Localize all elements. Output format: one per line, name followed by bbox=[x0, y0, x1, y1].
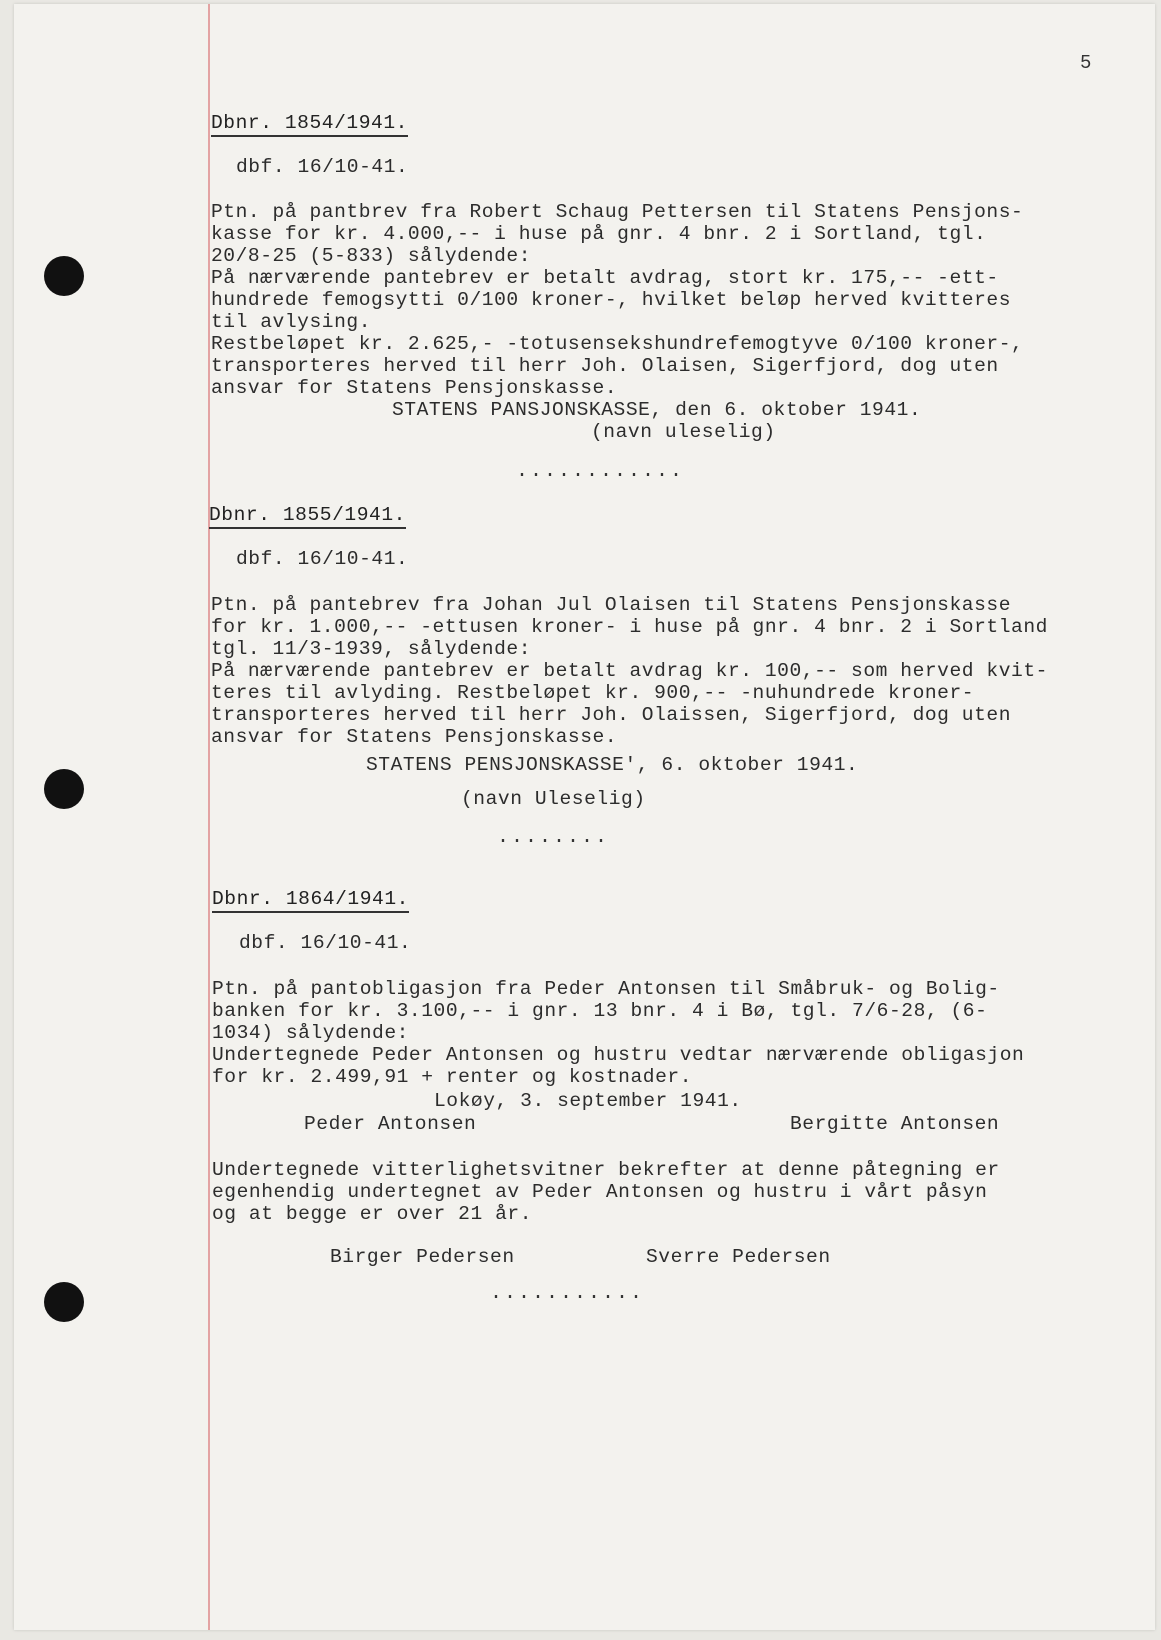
entry-dbf: dbf. 16/10-41. bbox=[236, 156, 409, 178]
punch-hole bbox=[44, 769, 84, 809]
entry-heading: Dbnr. 1864/1941. bbox=[212, 888, 409, 913]
separator: ........... bbox=[490, 1282, 645, 1305]
text-line: ansvar for Statens Pensjonskasse. bbox=[211, 726, 618, 748]
signature-line: STATENS PENSJONSKASSE', 6. oktober 1941. bbox=[366, 754, 859, 776]
entry-heading: Dbnr. 1854/1941. bbox=[211, 112, 408, 137]
margin-line bbox=[208, 4, 210, 1630]
signer-name: Bergitte Antonsen bbox=[790, 1113, 1000, 1135]
witness-name: Sverre Pedersen bbox=[646, 1246, 831, 1268]
text-line: På nærværende pantebrev er betalt avdrag kr. 100,-- som herved kvit- bbox=[211, 660, 1048, 682]
entry-dbf: dbf. 16/10-41. bbox=[236, 548, 409, 570]
entry-dbf: dbf. 16/10-41. bbox=[239, 932, 412, 954]
text-line: egenhendig undertegnet av Peder Antonsen og hustru i vårt påsyn bbox=[212, 1181, 988, 1203]
text-line: banken for kr. 3.100,-- i gnr. 13 bnr. 4 i Bø, tgl. 7/6-28, (6- bbox=[212, 1000, 988, 1022]
text-line: til avlysing. bbox=[211, 311, 372, 333]
signer-name: Peder Antonsen bbox=[304, 1113, 477, 1135]
text-line: Ptn. på pantbrev fra Robert Schaug Pettersen til Statens Pensjons- bbox=[211, 201, 1024, 223]
place-date: Lokøy, 3. september 1941. bbox=[434, 1090, 742, 1112]
separator: ........ bbox=[497, 826, 610, 849]
text-line: 20/8-25 (5-833) sålydende: bbox=[211, 245, 532, 267]
text-line: På nærværende pantebrev er betalt avdrag, stort kr. 175,-- -ett- bbox=[211, 267, 999, 289]
text-line: for kr. 2.499,91 + renter og kostnader. bbox=[212, 1066, 693, 1088]
text-line: ansvar for Statens Pensjonskasse. bbox=[211, 377, 618, 399]
punch-hole bbox=[44, 1282, 84, 1322]
signature-note: (navn uleselig) bbox=[591, 421, 776, 443]
text-line: og at begge er over 21 år. bbox=[212, 1203, 533, 1225]
separator: ............ bbox=[516, 460, 685, 483]
text-line: kasse for kr. 4.000,-- i huse på gnr. 4 bnr. 2 i Sortland, tgl. bbox=[211, 223, 987, 245]
text-line: for kr. 1.000,-- -ettusen kroner- i huse på gnr. 4 bnr. 2 i Sortland bbox=[211, 616, 1048, 638]
text-line: Ptn. på pantobligasjon fra Peder Antonsen til Småbruk- og Bolig- bbox=[212, 978, 1000, 1000]
text-line: tgl. 11/3-1939, sålydende: bbox=[211, 638, 532, 660]
text-line: transporteres herved til herr Joh. Olaisen, Sigerfjord, dog uten bbox=[211, 355, 999, 377]
text-line: Undertegnede vitterlighetsvitner bekrefter at denne påtegning er bbox=[212, 1159, 1000, 1181]
text-line: Ptn. på pantebrev fra Johan Jul Olaisen til Statens Pensjonskasse bbox=[211, 594, 1012, 616]
text-line: teres til avlyding. Restbeløpet kr. 900,-- -nuhundrede kroner- bbox=[211, 682, 975, 704]
text-line: hundrede femogsytti 0/100 kroner-, hvilket beløp herved kvitteres bbox=[211, 289, 1012, 311]
text-line: Undertegnede Peder Antonsen og hustru vedtar nærværende obligasjon bbox=[212, 1044, 1025, 1066]
witness-name: Birger Pedersen bbox=[330, 1246, 515, 1268]
document-page bbox=[14, 4, 1155, 1630]
text-line: transporteres herved til herr Joh. Olaissen, Sigerfjord, dog uten bbox=[211, 704, 1012, 726]
text-line: 1034) sålydende: bbox=[212, 1022, 409, 1044]
signature-line: STATENS PANSJONSKASSE, den 6. oktober 1941. bbox=[392, 399, 922, 421]
signature-note: (navn Uleselig) bbox=[461, 788, 646, 810]
punch-hole bbox=[44, 256, 84, 296]
page-number: 5 bbox=[1080, 52, 1092, 74]
entry-heading: Dbnr. 1855/1941. bbox=[209, 504, 406, 529]
text-line: Restbeløpet kr. 2.625,- -totusensekshundrefemogtyve 0/100 kroner-, bbox=[211, 333, 1024, 355]
